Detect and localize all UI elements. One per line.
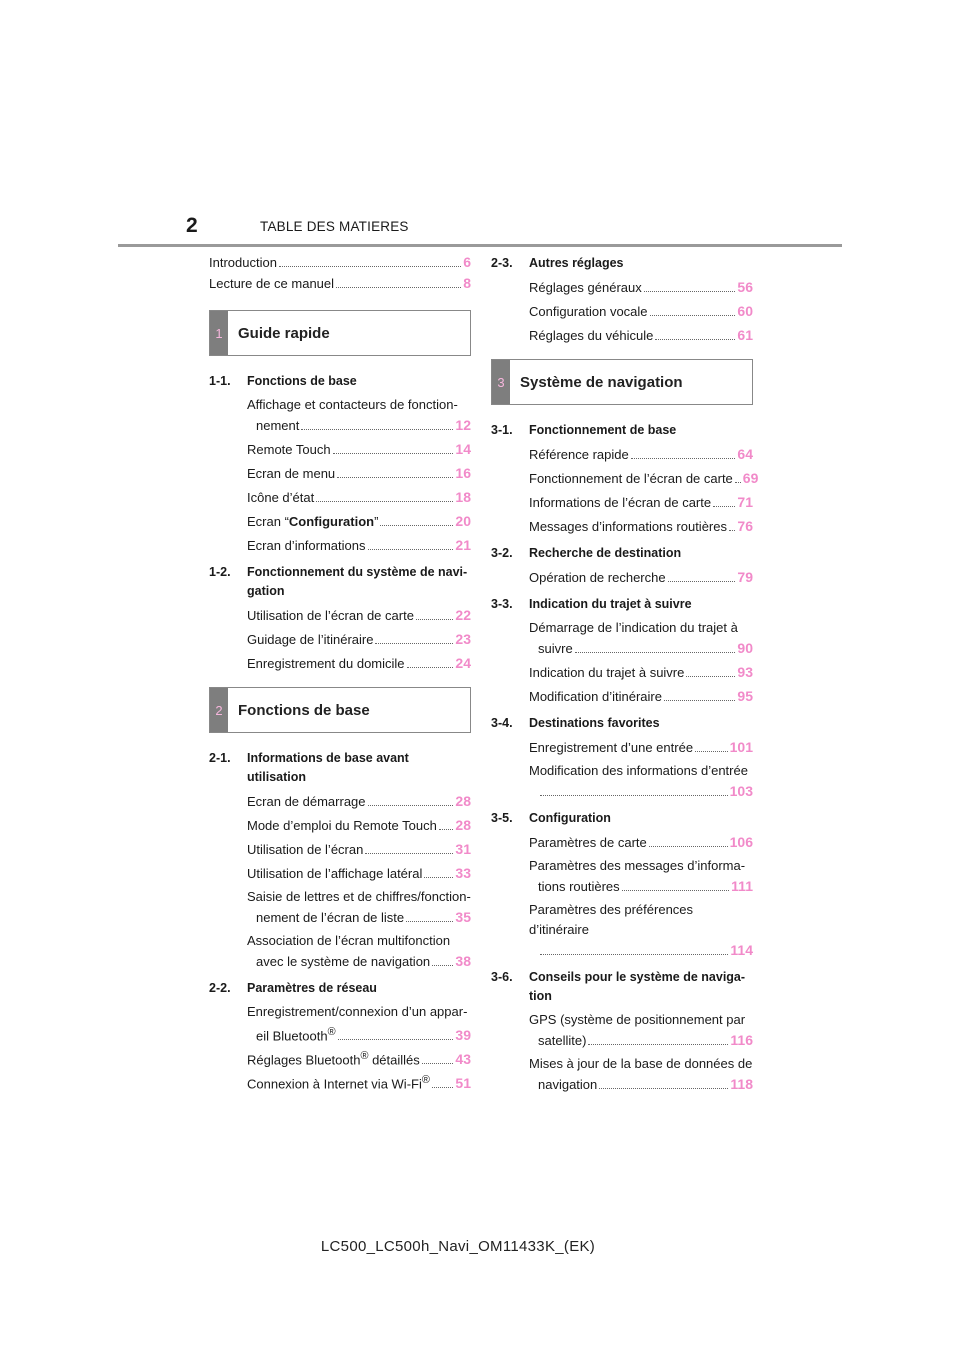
page-link[interactable]: 95 [737, 688, 753, 704]
page-link[interactable]: 93 [737, 664, 753, 680]
page-link[interactable]: 69 [742, 470, 759, 486]
toc-entry[interactable]: Modification d’itinéraire 95 [529, 688, 753, 704]
toc-entry[interactable]: Démarrage de l’indication du trajet à suivre 90 [529, 620, 753, 656]
toc-entry[interactable]: Informations de l’écran de carte 71 [529, 494, 753, 510]
footer-model-code: LC500_LC500h_Navi_OM11433K_(EK) [320, 1238, 596, 1255]
toc-entry[interactable]: Modification des informations d’entrée 103 [529, 763, 753, 799]
page-header-title: TABLE DES MATIERES [260, 219, 409, 234]
toc-entry[interactable]: Enregistrement d’une entrée 101 [529, 739, 753, 755]
toc-entry[interactable]: Remote Touch 14 [247, 441, 471, 457]
toc-entry[interactable]: Paramètres des préférences d’itinéraire 114 [529, 902, 753, 958]
section-1-1-heading: 1-1. Fonctions de base [209, 374, 357, 388]
page-link[interactable]: 111 [731, 878, 753, 894]
page-link[interactable]: 114 [730, 942, 753, 958]
toc-entry[interactable]: Référence rapide 64 [529, 446, 753, 462]
page-link[interactable]: 60 [737, 303, 753, 319]
toc-left-column [209, 254, 471, 1090]
toc-entry[interactable]: Affichage et contacteurs de fonction- nement 12 [247, 397, 471, 433]
toc-entry[interactable]: Mises à jour de la base de données de navigation 118 [529, 1056, 753, 1092]
toc-entry[interactable]: Enregistrement du domicile 24 [247, 655, 471, 671]
page-link[interactable]: 24 [455, 655, 471, 671]
page-link[interactable]: 33 [455, 865, 471, 881]
toc-entry[interactable]: Saisie de lettres et de chiffres/fonction- nement de l’écran de liste 35 [247, 889, 471, 925]
page-link[interactable]: 23 [455, 631, 471, 647]
toc-entry[interactable]: Réglages généraux 56 [529, 279, 753, 295]
section-3-4-heading: 3-4. Destinations favorites [491, 716, 660, 730]
header-rule [118, 244, 842, 247]
toc-entry[interactable]: Mode d’emploi du Remote Touch 28 [247, 817, 471, 833]
page-link[interactable]: 20 [455, 513, 471, 529]
page-link[interactable]: 21 [455, 537, 471, 553]
toc-entry-lecture[interactable]: Lecture de ce manuel 8 [209, 275, 471, 291]
toc-entry[interactable]: Ecran de démarrage 28 [247, 793, 471, 809]
document-footer [0, 1238, 960, 1255]
page-link[interactable]: 28 [455, 793, 471, 809]
page-link[interactable]: 18 [455, 489, 471, 505]
page-link[interactable]: 12 [455, 417, 471, 433]
toc-entry[interactable]: Utilisation de l’écran 31 [247, 841, 471, 857]
page-link[interactable]: 76 [737, 518, 753, 534]
toc-entry[interactable]: Guidage de l’itinéraire 23 [247, 631, 471, 647]
chapter-title: Fonctions de base [238, 701, 370, 719]
page-link[interactable]: 101 [729, 739, 753, 755]
page-link[interactable]: 8 [463, 275, 471, 291]
toc-entry[interactable]: Opération de recherche 79 [529, 569, 753, 585]
section-3-1-heading: 3-1. Fonctionnement de base [491, 423, 677, 437]
page-link[interactable]: 116 [730, 1032, 753, 1048]
page-link[interactable]: 28 [455, 817, 471, 833]
toc-entry[interactable]: Icône d’état 18 [247, 489, 471, 505]
toc-entry[interactable]: Réglages Bluetooth® détaillés 43 [247, 1050, 471, 1068]
chapter-1-tab[interactable] [209, 310, 471, 356]
chapter-title: Système de navigation [520, 373, 683, 391]
section-3-2-heading: 3-2. Recherche de destination [491, 546, 682, 560]
toc-entry[interactable]: Configuration vocale 60 [529, 303, 753, 319]
toc-entry[interactable]: Utilisation de l’écran de carte 22 [247, 607, 471, 623]
chapter-number: 3 [492, 360, 510, 404]
toc-right-column [491, 254, 759, 1094]
page-link[interactable]: 64 [737, 446, 753, 462]
page-link[interactable]: 14 [455, 441, 471, 457]
page-link[interactable]: 6 [463, 254, 471, 270]
page-link[interactable]: 71 [737, 494, 753, 510]
section-1-2-heading: 1-2. Fonctionnement du système de navi- gation [209, 565, 468, 598]
page-link[interactable]: 56 [737, 279, 753, 295]
page-link[interactable]: 35 [455, 909, 471, 925]
section-2-3-heading: 2-3. Autres réglages [491, 256, 624, 270]
page-link[interactable]: 38 [455, 953, 471, 969]
page-link[interactable]: 79 [737, 569, 753, 585]
page-link[interactable]: 106 [729, 834, 753, 850]
toc-entry[interactable]: Fonctionnement de l’écran de carte 69 [529, 470, 759, 486]
chapter-3-tab[interactable] [491, 359, 753, 405]
section-2-1-heading: 2-1. Informations de base avant utilisation [209, 751, 409, 784]
section-3-3-heading: 3-3. Indication du trajet à suivre [491, 597, 692, 611]
page-link[interactable]: 61 [737, 327, 753, 343]
page-link[interactable]: 22 [455, 607, 471, 623]
page-link[interactable]: 51 [455, 1075, 471, 1092]
chapter-title: Guide rapide [238, 324, 330, 342]
page-link[interactable]: 31 [455, 841, 471, 857]
page-number: 2 [186, 214, 198, 237]
toc-entry[interactable]: Paramètres de carte 106 [529, 834, 753, 850]
toc-entry-introduction[interactable]: Introduction 6 [209, 254, 471, 270]
section-3-5-heading: 3-5. Configuration [491, 811, 611, 825]
toc-entry[interactable]: Paramètres des messages d’informa- tions routières 111 [529, 858, 753, 894]
page-link[interactable]: 43 [455, 1051, 471, 1068]
page-link[interactable]: 103 [729, 783, 753, 799]
toc-entry[interactable]: Connexion à Internet via Wi-Fi® 51 [247, 1074, 471, 1092]
toc-entry[interactable]: Messages d’informations routières 76 [529, 518, 753, 534]
toc-entry[interactable]: Ecran de menu 16 [247, 465, 471, 481]
page-link[interactable]: 16 [455, 465, 471, 481]
toc-entry[interactable]: Ecran “Configuration” 20 [247, 513, 471, 529]
page-link[interactable]: 39 [455, 1027, 471, 1044]
toc-entry[interactable]: Réglages du véhicule 61 [529, 327, 753, 343]
toc-entry[interactable]: Enregistrement/connexion d’un appar- eil Bluetooth® 39 [247, 1004, 471, 1044]
toc-entry[interactable]: GPS (système de positionnement par satellite) 116 [529, 1012, 753, 1048]
section-3-6-heading: 3-6. Conseils pour le système de naviga- tion [491, 970, 746, 1003]
toc-entry[interactable]: Indication du trajet à suivre 93 [529, 664, 753, 680]
chapter-2-tab[interactable] [209, 687, 471, 733]
toc-entry[interactable]: Utilisation de l’affichage latéral 33 [247, 865, 471, 881]
chapter-number: 1 [210, 311, 228, 355]
section-2-2-heading: 2-2. Paramètres de réseau [209, 981, 377, 995]
toc-entry[interactable]: Ecran d’informations 21 [247, 537, 471, 553]
page-link[interactable]: 118 [730, 1076, 753, 1092]
toc-entry[interactable]: Association de l’écran multifonction avec le système de navigation 38 [247, 933, 471, 969]
page-link[interactable]: 90 [737, 640, 753, 656]
chapter-number: 2 [210, 688, 228, 732]
